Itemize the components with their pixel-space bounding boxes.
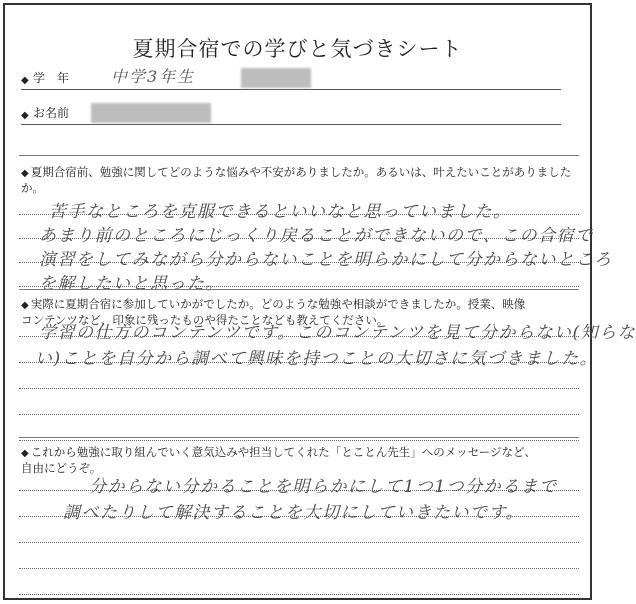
ruled-line (19, 388, 579, 389)
answer-1-line-2: あまり前のところにじっくり戻ることができないので、この合宿で (39, 226, 594, 246)
answer-1-line-4: を解したいと思った。 (39, 274, 224, 294)
diamond-bullet-icon: ◆ (21, 110, 29, 121)
ruled-line (19, 440, 579, 441)
section-divider (19, 289, 579, 290)
answer-1-line-1: 苦手なところを克服できるといいなと思っていました。 (49, 202, 512, 222)
name-field (21, 102, 561, 125)
ruled-line (19, 594, 579, 595)
ruled-line (19, 542, 579, 543)
grade-label: 学 年 (33, 71, 70, 85)
redacted-area (241, 68, 311, 88)
ruled-line (19, 568, 579, 569)
question-2-text-line2: コンテンツなど、印象に残ったものや得たことなども教えてください。 (21, 313, 389, 327)
section-1 (19, 165, 613, 294)
question-2-text-line1: 実際に夏期合宿に参加していかがでしたか。どのような勉強や相談ができましたか。授業、映像 (30, 297, 526, 311)
question-3-text-line2: 自由にどうぞ。 (21, 461, 102, 475)
name-label: お名前 (33, 106, 70, 120)
diamond-bullet-icon: ◆ (21, 448, 29, 459)
diamond-bullet-icon: ◆ (21, 168, 29, 179)
worksheet (3, 3, 636, 600)
answer-3-line-1: 分からない分かることを明らかにして1つ1つ分かるまで (89, 477, 558, 497)
ruled-line (19, 414, 579, 415)
section-3 (19, 445, 579, 523)
question-1-text: 夏期合宿前、勉強に関してどのような悩みや不安がありましたか。あるいは、叶えたいことがありましたか。 (21, 165, 572, 195)
section-divider (19, 437, 579, 438)
question-3-text-line1: これから勉強に取り組んでいく意気込みや担当してくれた「とことん先生」へのメッセージなど、 (30, 445, 537, 459)
question-1 (21, 165, 579, 196)
diamond-bullet-icon: ◆ (21, 75, 29, 86)
grade-field (21, 67, 561, 90)
section-divider (19, 155, 579, 156)
answer-2-line-2: い)ことを自分から調べて興味を持つことの大切さに気づきました。 (35, 349, 599, 369)
answer-1-line-3: 演習をしてみながら分からないことを明らかにして分からないところ (39, 250, 613, 270)
section-2 (19, 297, 636, 369)
grade-value: 中学3年生 (111, 67, 196, 86)
answer-2-line-1: 学習の仕方のコンテンツです。このコンテンツを見て分からない(知らな (39, 323, 636, 343)
diamond-bullet-icon: ◆ (21, 300, 29, 311)
sheet-title: 夏期合宿での学びと気づきシート (132, 37, 463, 61)
redacted-name (91, 103, 211, 123)
answer-3-line-2: 調べたりして解決することを大切にしていきたいです。 (63, 503, 525, 523)
